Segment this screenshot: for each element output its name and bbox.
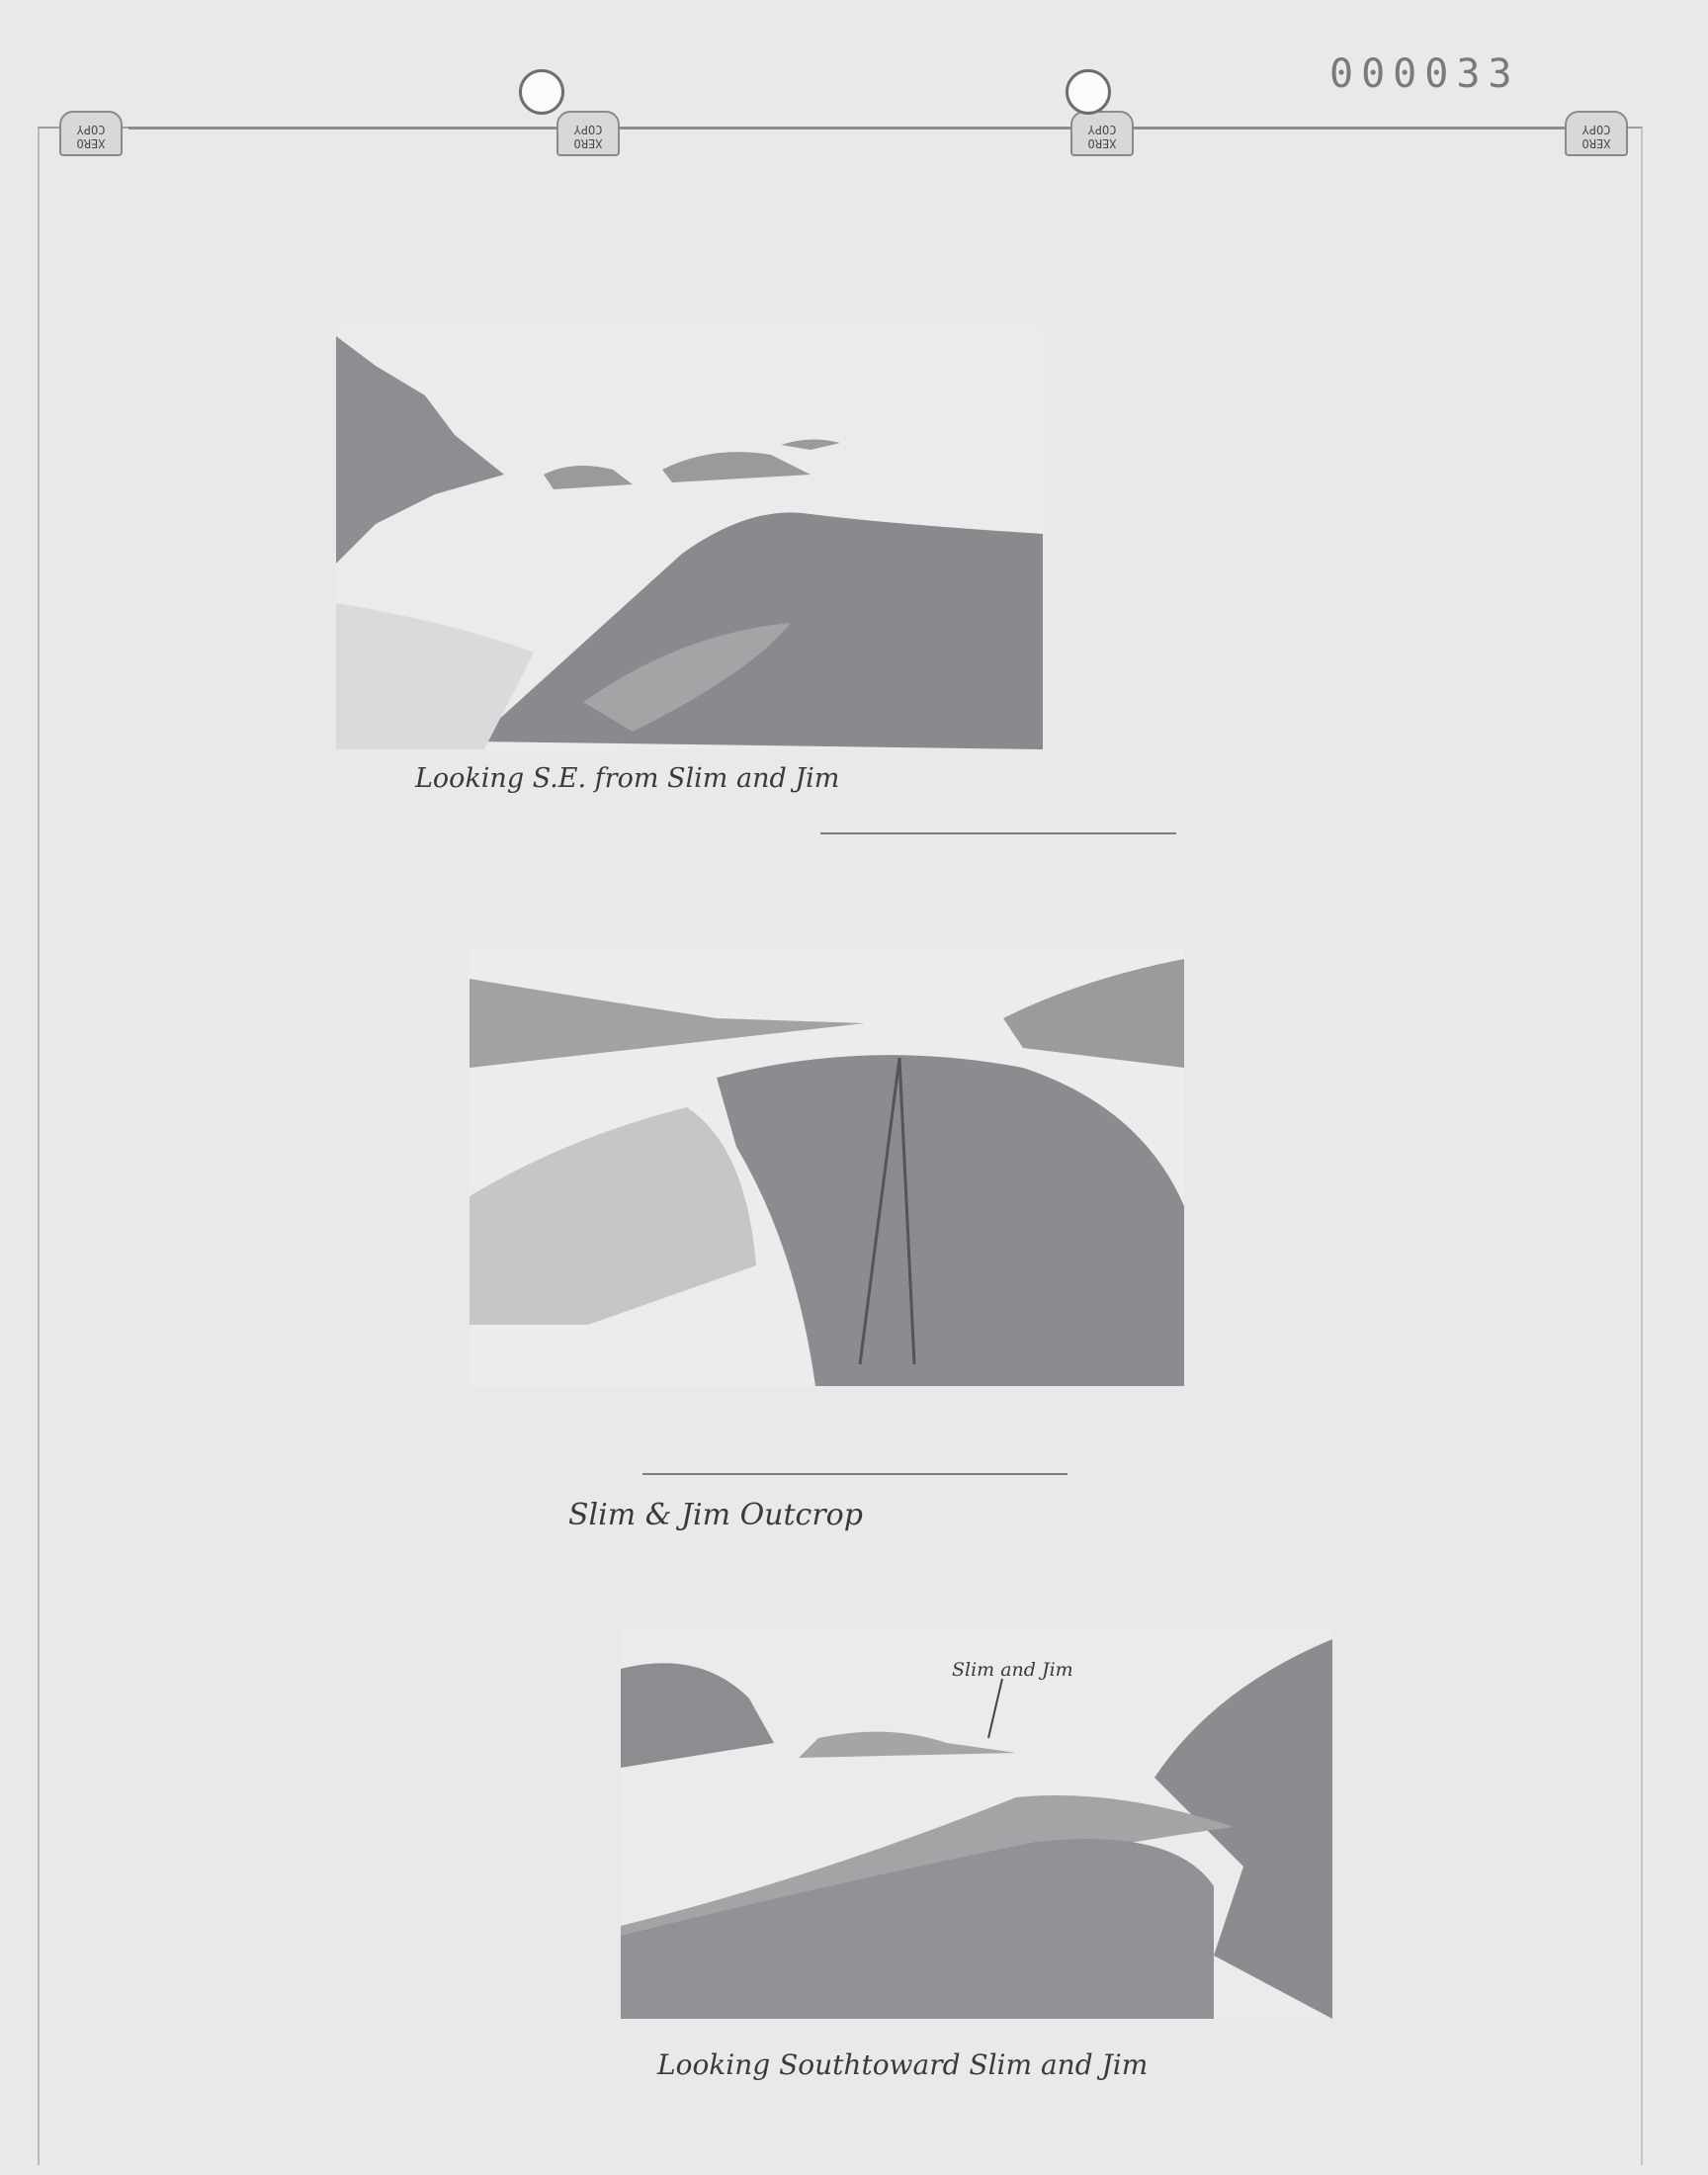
xero-copy-tab-line1: XERO — [76, 136, 106, 150]
xero-copy-tab-line1: XERO — [1581, 136, 1611, 150]
binder-top-rule — [128, 127, 1581, 130]
xero-copy-tab-line2: COPY — [1087, 123, 1117, 136]
xero-copy-tab-line1: XERO — [573, 136, 603, 150]
punch-hole — [1066, 69, 1111, 115]
photo-3-annotation: Slim and Jim — [952, 1659, 1073, 1681]
xero-copy-tab-line2: COPY — [76, 123, 106, 136]
xero-copy-tab-line2: COPY — [1581, 123, 1611, 136]
photo-1 — [336, 326, 1043, 749]
xero-copy-tab-line1: XERO — [1087, 136, 1117, 150]
photo-2 — [470, 949, 1184, 1386]
document-number: 000033 — [1329, 51, 1520, 97]
divider — [820, 832, 1176, 834]
divider — [642, 1473, 1068, 1475]
xero-copy-tab — [1070, 111, 1134, 156]
xero-copy-tab — [556, 111, 620, 156]
punch-hole — [519, 69, 564, 115]
xero-copy-tab — [1565, 111, 1628, 156]
xero-copy-tab — [59, 111, 123, 156]
photo-3 — [621, 1629, 1332, 2019]
xero-copy-tab-line2: COPY — [573, 123, 603, 136]
photo-1-caption: Looking S.E. from Slim and Jim — [415, 763, 840, 794]
photo-3-caption: Looking Southtoward Slim and Jim — [657, 2048, 1149, 2081]
photo-2-caption: Slim & Jim Outcrop — [568, 1498, 863, 1532]
